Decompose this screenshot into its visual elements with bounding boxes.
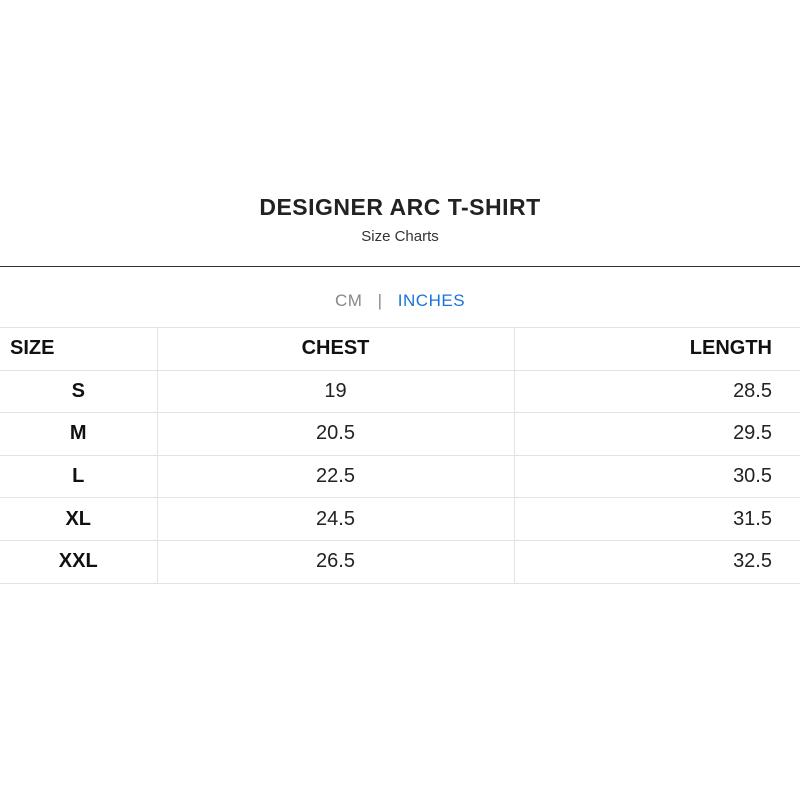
header-chest: CHEST [157, 328, 514, 371]
cell-length: 28.5 [514, 370, 800, 413]
cell-size: L [0, 455, 157, 498]
unit-separator: | [377, 291, 383, 310]
cell-length: 32.5 [514, 540, 800, 583]
unit-inches-button[interactable]: INCHES [397, 291, 466, 310]
table-row [0, 370, 800, 413]
cell-chest: 26.5 [157, 540, 514, 583]
cell-length: 31.5 [514, 498, 800, 541]
cell-chest: 22.5 [157, 455, 514, 498]
table-row [0, 540, 800, 583]
header-size: SIZE [0, 328, 157, 371]
table-row [0, 498, 800, 541]
header-divider [0, 266, 800, 267]
unit-cm-button[interactable]: CM [334, 291, 363, 310]
cell-size: XL [0, 498, 157, 541]
header [0, 192, 800, 247]
table-header-row [0, 328, 800, 371]
cell-size: XXL [0, 540, 157, 583]
table-row [0, 455, 800, 498]
cell-chest: 20.5 [157, 413, 514, 456]
cell-size: S [0, 370, 157, 413]
size-table [0, 327, 800, 584]
cell-size: M [0, 413, 157, 456]
cell-length: 29.5 [514, 413, 800, 456]
unit-toggle [0, 290, 800, 312]
cell-length: 30.5 [514, 455, 800, 498]
cell-chest: 24.5 [157, 498, 514, 541]
page-subtitle: Size Charts [361, 228, 439, 245]
header-length: LENGTH [514, 328, 800, 371]
cell-chest: 19 [157, 370, 514, 413]
table-row [0, 413, 800, 456]
product-title: DESIGNER ARC T-SHIRT [259, 194, 541, 220]
